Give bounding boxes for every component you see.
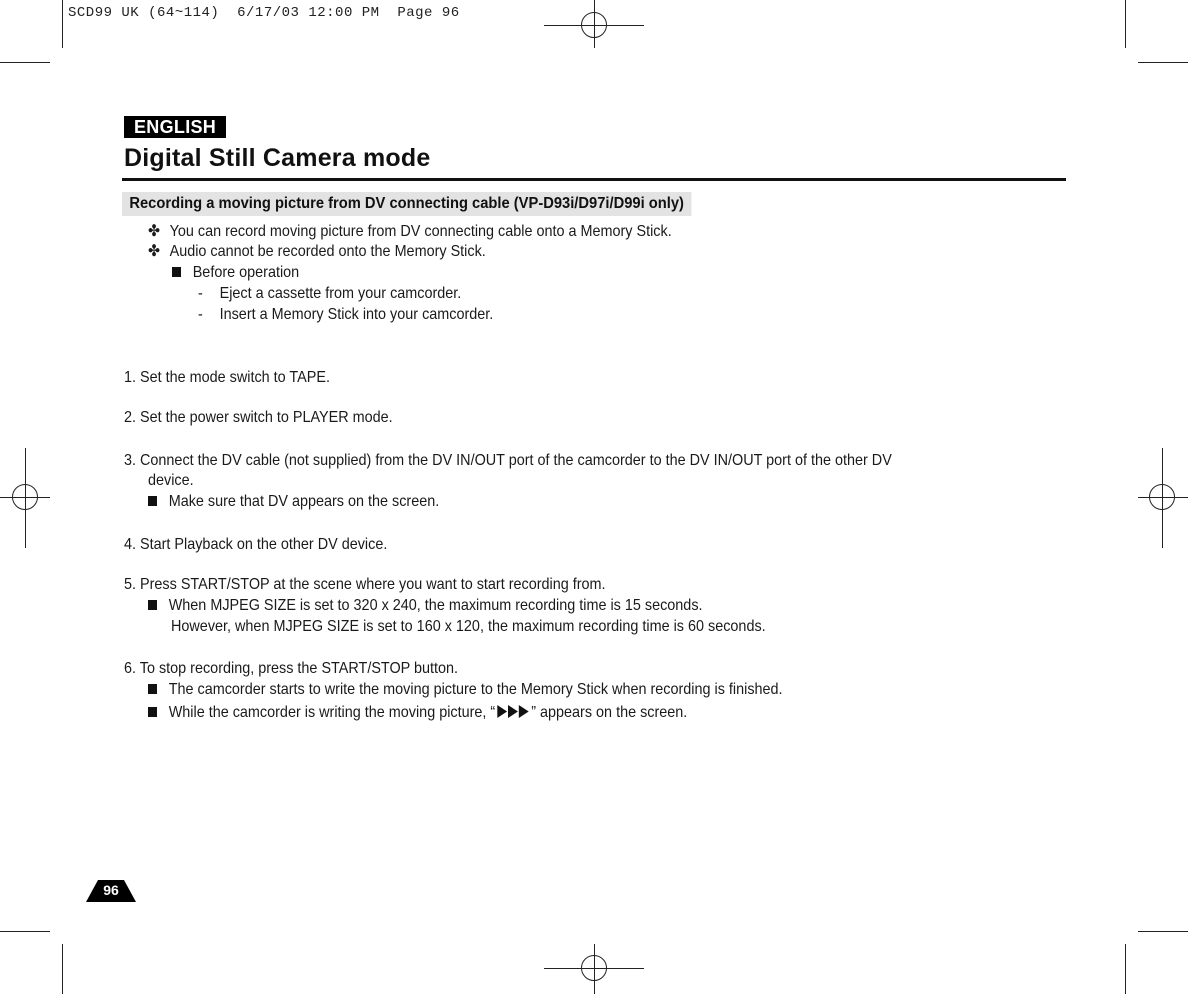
- crop-mark: [1125, 0, 1126, 48]
- step-3-note-text: Make sure that DV appears on the screen.: [168, 493, 440, 510]
- step-5-note-continued: However, when MJPEG SIZE is set to 160 x 120, the maximum recording time is 60 seconds.: [171, 618, 766, 635]
- step-5-note: [148, 596, 703, 616]
- intro-note: [148, 222, 672, 242]
- square-bullet-icon: [148, 684, 157, 694]
- dash-item-text: Eject a cassette from your camcorder.: [219, 285, 462, 302]
- cross-bullet-icon: ✤: [148, 223, 161, 240]
- section-heading: Recording a moving picture from DV connecting cable (VP-D93i/D97i/D99i only): [122, 192, 691, 216]
- step-6-note-text: The camcorder starts to write the moving picture to the Memory Stick when recording is finished.: [168, 681, 783, 698]
- dash-item-text: Insert a Memory Stick into your camcorder.: [219, 306, 494, 323]
- square-bullet-icon: [148, 707, 157, 717]
- square-bullet-icon: [148, 600, 157, 610]
- intro-note-text: Audio cannot be recorded onto the Memory Stick.: [169, 243, 486, 260]
- crop-mark: [1138, 62, 1188, 63]
- registration-circle-icon: [12, 484, 38, 510]
- square-bullet-icon: [148, 496, 157, 506]
- before-operation: [172, 263, 299, 283]
- square-bullet-icon: [172, 267, 181, 277]
- dash-bullet: -: [198, 285, 203, 302]
- cross-bullet-icon: ✤: [148, 243, 161, 260]
- language-badge: ENGLISH: [124, 116, 226, 138]
- crop-mark: [1138, 931, 1188, 932]
- step-3-continued: device.: [148, 472, 194, 489]
- title-rule: [122, 178, 1066, 181]
- step-6-note: [148, 703, 687, 723]
- crop-mark: [0, 931, 50, 932]
- intro-note: [148, 242, 486, 262]
- print-header: SCD99 UK (64~114) 6/17/03 12:00 PM Page 96: [68, 5, 460, 21]
- step-4: 4. Start Playback on the other DV device.: [124, 536, 388, 553]
- step-1: 1. Set the mode switch to TAPE.: [124, 369, 330, 386]
- step-6-note-text-after: ” appears on the screen.: [531, 704, 688, 721]
- crop-mark: [0, 62, 50, 63]
- intro-note-text: You can record moving picture from DV connecting cable onto a Memory Stick.: [169, 223, 672, 240]
- registration-circle-icon: [581, 955, 607, 981]
- step-2: 2. Set the power switch to PLAYER mode.: [124, 409, 393, 426]
- step-6-note: [148, 680, 783, 700]
- step-5: 5. Press START/STOP at the scene where you want to start recording from.: [124, 576, 606, 593]
- page-number: 96: [103, 882, 119, 898]
- registration-circle-icon: [1149, 484, 1175, 510]
- dash-item: [198, 305, 493, 325]
- crop-mark: [1125, 944, 1126, 994]
- crop-mark: [62, 0, 63, 48]
- step-5-note-text: When MJPEG SIZE is set to 320 x 240, the maximum recording time is 15 seconds.: [168, 597, 703, 614]
- step-3-note: [148, 492, 439, 512]
- page-title: Digital Still Camera mode: [124, 144, 431, 172]
- dash-item: [198, 284, 461, 304]
- step-6: 6. To stop recording, press the START/STOP button.: [124, 660, 459, 677]
- crop-mark: [62, 944, 63, 994]
- before-operation-text: Before operation: [192, 264, 300, 281]
- triple-arrow-icon: [497, 705, 529, 718]
- registration-circle-icon: [581, 12, 607, 38]
- step-3: 3. Connect the DV cable (not supplied) from the DV IN/OUT port of the camcorder to the DV IN/OUT port of the other DV: [124, 452, 892, 469]
- step-6-note-text-before: While the camcorder is writing the moving picture, “: [168, 704, 496, 721]
- dash-bullet: -: [198, 306, 203, 323]
